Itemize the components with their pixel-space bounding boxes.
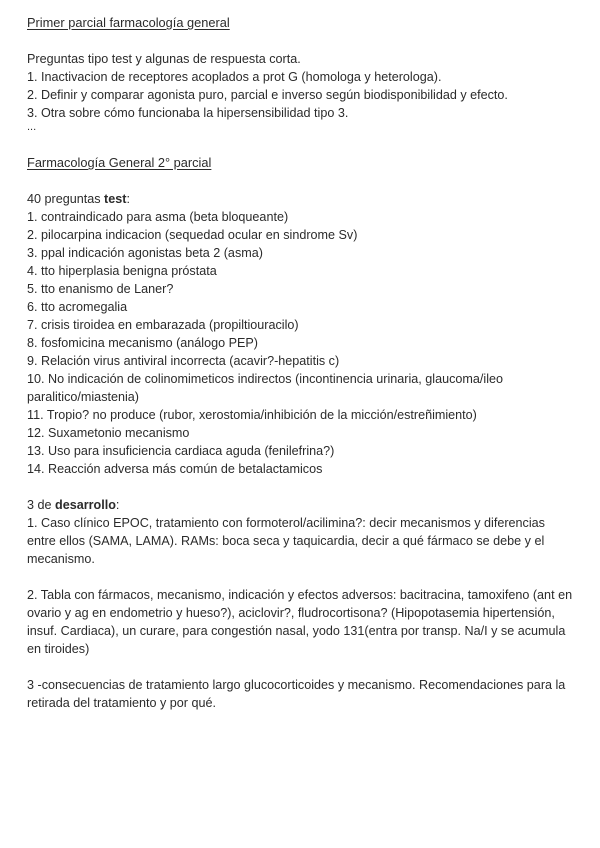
test-question: 9. Relación virus antiviral incorrecta (acavir?-hepatitis c): [27, 354, 340, 368]
spacer: [27, 32, 574, 50]
dev-intro: [27, 496, 574, 514]
dev-question: 1. Caso clínico EPOC, tratamiento con formoterol/acilimina?: decir mecanismos y diferencias entre ellos (SAMA, LAMA). RAMs: boca seca y taquicardia, decir a qué fármaco se debe y el mecanismo.: [27, 516, 545, 566]
section1-item: 2. Definir y comparar agonista puro, parcial e inverso según biodisponibilidad y efecto.: [27, 88, 508, 102]
test-question: 12. Suxametonio mecanismo: [27, 426, 190, 440]
spacer: [27, 658, 574, 676]
section1-item: 3. Otra sobre cómo funcionaba la hipersensibilidad tipo 3.: [27, 106, 349, 120]
test-question: 4. tto hiperplasia benigna próstata: [27, 264, 217, 278]
test-question: 2. pilocarpina indicacion (sequedad ocular en sindrome Sv): [27, 228, 358, 242]
dev-question: 2. Tabla con fármacos, mecanismo, indicación y efectos adversos: bacitracina, tamoxifeno (ant en ovario y ag en endometrio y hueso?), aciclovir?, fludrocortisona? (Hipopotasemia hipertensión, insuf. Cardiaca), un curare, para congestión nasal, yodo 131(entra por transp. Na/I y se acumula en tiroides): [27, 588, 573, 656]
section2-title: Farmacología General 2° parcial: [27, 155, 212, 170]
section1-ellipsis: ...: [27, 121, 37, 133]
test-question: 5. tto enanismo de Laner?: [27, 282, 174, 296]
test-question-list: [27, 208, 574, 478]
dev-intro-bold: desarrollo: [55, 498, 116, 512]
test-question: 6. tto acromegalia: [27, 300, 128, 314]
spacer: [27, 478, 574, 496]
test-intro-prefix: 40 preguntas: [27, 192, 105, 206]
dev-question: 3 -consecuencias de tratamiento largo glucocorticoides y mecanismo. Recomendaciones para la retirada del tratamiento y por qué.: [27, 678, 566, 710]
test-question: 10. No indicación de colinomimeticos indirectos (incontinencia urinaria, glaucoma/ileo paralitico/miastenia): [27, 372, 504, 404]
section1-title: Primer parcial farmacología general: [27, 15, 230, 30]
test-intro: [27, 190, 574, 208]
dev-intro-prefix: 3 de: [27, 498, 56, 512]
spacer: [27, 568, 574, 586]
test-question: 8. fosfomicina mecanismo (análogo PEP): [27, 336, 258, 350]
test-question: 14. Reacción adversa más común de betalactamicos: [27, 462, 323, 476]
dev-intro-suffix: :: [115, 498, 120, 512]
test-question: 11. Tropio? no produce (rubor, xerostomia/inhibición de la micción/estreñimiento): [27, 408, 477, 422]
section1-item: 1. Inactivacion de receptores acoplados a prot G (homologa y heterologa).: [27, 70, 442, 84]
test-question: 7. crisis tiroidea en embarazada (propiltiouracilo): [27, 318, 299, 332]
test-intro-suffix: :: [126, 192, 130, 206]
test-intro-bold: test: [104, 192, 127, 206]
test-question: 1. contraindicado para asma (beta bloqueante): [27, 210, 289, 224]
spacer: [27, 172, 574, 190]
test-question: 3. ppal indicación agonistas beta 2 (asma): [27, 246, 263, 260]
test-question: 13. Uso para insuficiencia cardiaca aguda (fenilefrina?): [27, 444, 335, 458]
spacer: [27, 136, 574, 154]
section1-intro: Preguntas tipo test y algunas de respuesta corta.: [27, 52, 301, 66]
